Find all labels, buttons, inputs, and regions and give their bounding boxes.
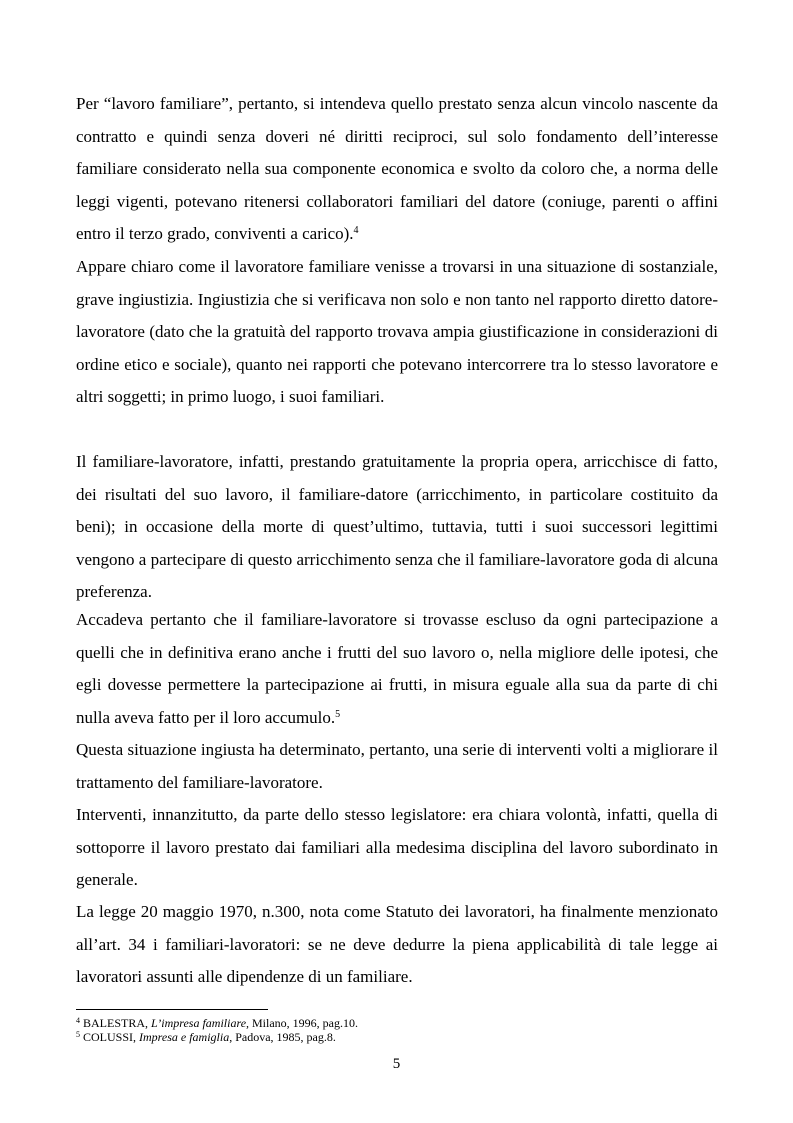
footnote-details: , Padova, 1985, pag.8. xyxy=(229,1030,336,1044)
paragraph-6: Interventi, innanzitutto, da parte dello stesso legislatore: era chiara volontà, infatti, quella di sottoporre il lavoro prestato dai familiari alla medesima disciplina del lavoro subordinato in generale. xyxy=(76,805,718,889)
paragraph-5: Questa situazione ingiusta ha determinato, pertanto, una serie di interventi volti a migliorare il trattamento del familiare-lavoratore. xyxy=(76,740,718,792)
paragraph-4: Accadeva pertanto che il familiare-lavoratore si trovasse escluso da ogni partecipazione a quelli che in definitiva erano anche i frutti del suo lavoro o, nella migliore delle ipotesi, che egli dovesse permettere la partecipazione ai frutti, in misura eguale alla sua da parte di chi nulla aveva fatto per il loro accumulo.$^5$ xyxy=(76,610,718,727)
paragraph-7: La legge 20 maggio 1970, n.300, nota come Statuto dei lavoratori, ha finalmente menzionato all’art. 34 i familiari-lavoratori: se ne deve dedurre la piena applicabilità di tale legge ai lavoratori assunti alle dipendenze di un familiare. xyxy=(76,902,718,986)
paragraph-3: Il familiare-lavoratore, infatti, prestando gratuitamente la propria opera, arricchisce di fatto, dei risultati del suo lavoro, il familiare-datore (arricchimento, in particolare costituito da beni); in occasione della morte di quest’ultimo, tuttavia, tutti i suoi successori legittimi vengono a partecipare di questo arricchimento senza che il familiare-lavoratore goda di alcuna preferenza. xyxy=(76,452,718,601)
footnote-5: $^5$ COLUSSI, Impresa e famiglia, Padova, 1985, pag.8. xyxy=(76,1030,336,1044)
footnote-4: $^4$ BALESTRA, L’impresa familiare, Milano, 1996, pag.10. xyxy=(76,1016,359,1030)
footnote-separator xyxy=(76,1009,268,1010)
footnote-details: Milano, 1996, pag.10. xyxy=(252,1016,359,1030)
footnote-ref-5[interactable]: 5 xyxy=(335,708,341,720)
paragraph-2: Appare chiaro come il lavoratore familiare venisse a trovarsi in una situazione di sostanziale, grave ingiustizia. Ingiustizia che si verificava non solo e non tanto nel rapporto diretto datore-lavoratore (dato che la gratuità del rapporto trovava ampia giustificazione in considerazioni di ordine etico e sociale), quanto nei rapporti che potevano intercorrere tra lo stesso lavoratore e altri soggetti; in primo luogo, i suoi familiari. xyxy=(76,257,718,406)
footnote-author: COLUSSI, xyxy=(83,1030,137,1044)
footnote-title: L’impresa familiare, xyxy=(151,1016,250,1030)
page-number: 5 xyxy=(392,1056,401,1072)
footnote-title: Impresa e famiglia xyxy=(139,1030,230,1044)
paragraph-1: Per “lavoro familiare”, pertanto, si intendeva quello prestato senza alcun vincolo nascente da contratto e quindi senza doveri né diritti reciproci, sul solo fondamento dell’interesse familiare considerato nella sua componente economica e svolto da coloro che, a norma delle leggi vigenti, potevano ritenersi collaboratori familiari del datore (coniuge, parenti o affini entro il terzo grado, conviventi a carico).$^4$ xyxy=(76,94,718,243)
footnote-author: BALESTRA, xyxy=(83,1016,149,1030)
footnote-ref-4[interactable]: 4 xyxy=(353,225,359,236)
